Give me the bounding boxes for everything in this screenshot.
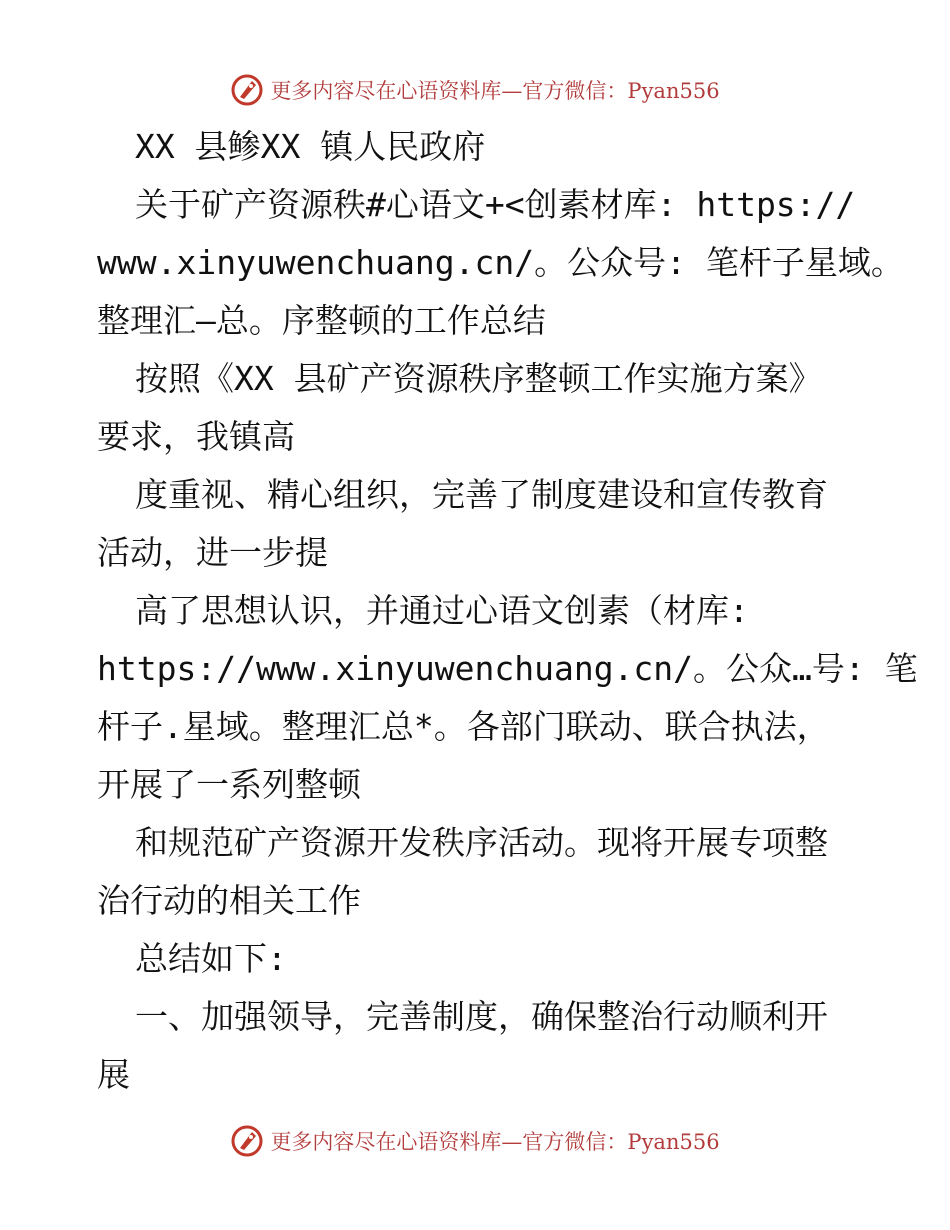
doc-line-17: 展 — [97, 1055, 130, 1094]
doc-line-6: 要求，我镇高 — [97, 417, 295, 456]
doc-line-3: www.xinyuwenchuang.cn/。公众号: 笔杆子星域。 — [97, 243, 904, 282]
doc-line-10: https://www.xinyuwenchuang.cn/。公众…号: 笔 — [97, 649, 918, 688]
header-watermark-text: 更多内容尽在心语资料库—官方微信：Pyan556 — [270, 79, 720, 103]
footer-watermark-text: 更多内容尽在心语资料库—官方微信：Pyan556 — [270, 1130, 720, 1154]
doc-line-9: 高了思想认识，并通过心语文创素（材库: — [135, 591, 749, 630]
doc-line-16: 一、加强领导，完善制度，确保整治行动顺利开 — [135, 997, 828, 1036]
doc-line-15: 总结如下: — [135, 939, 287, 978]
doc-line-7: 度重视、精心组织，完善了制度建设和宣传教育 — [135, 475, 828, 514]
doc-line-12: 开展了一系列整顿 — [97, 765, 361, 804]
doc-line-8: 活动，进一步提 — [97, 533, 328, 572]
pen-nib-logo-icon — [230, 1124, 264, 1158]
footer-watermark-banner — [0, 1121, 950, 1161]
doc-line-1: XX 县鲹XX 镇人民政府 — [135, 127, 486, 166]
document-body — [97, 118, 918, 1104]
doc-line-4: 整理汇—总。序整顿的工作总结 — [97, 301, 546, 340]
doc-line-13: 和规范矿产资源开发秩序活动。现将开展专项整 — [135, 823, 828, 862]
doc-line-2: 关于矿产资源秩#心语文+<创素材库: https:// — [135, 185, 856, 224]
doc-line-5: 按照《XX 县矿产资源秩序整顿工作实施方案》 — [135, 359, 822, 398]
doc-line-11: 杆子.星域。整理汇总*。各部门联动、联合执法， — [97, 707, 830, 746]
pen-nib-logo-icon — [230, 73, 264, 107]
doc-line-14: 治行动的相关工作 — [97, 881, 361, 920]
header-watermark-banner — [0, 70, 950, 110]
